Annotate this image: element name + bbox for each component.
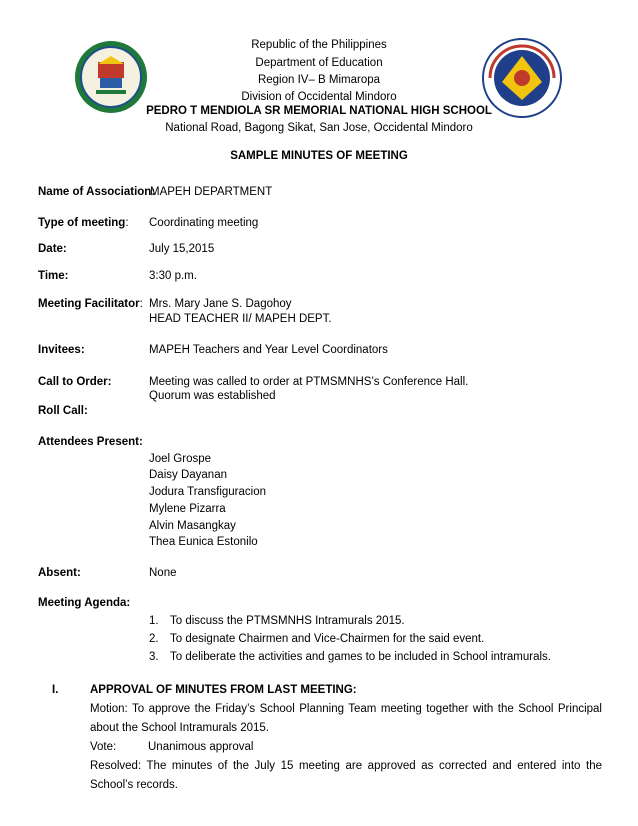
- header-school-name: PEDRO T MENDIOLA SR MEMORIAL NATIONAL HIGH SCHOOL: [146, 105, 492, 117]
- motion-paragraph: [90, 700, 602, 738]
- meeting-type-colon: :: [125, 217, 129, 229]
- meeting-type-value: Coordinating meeting: [149, 217, 259, 229]
- resolved-label: Resolved:: [90, 760, 142, 772]
- motion-label: Motion:: [90, 703, 128, 715]
- header-country: Republic of the Philippines: [251, 39, 387, 51]
- quorum-value: Quorum was established: [149, 390, 276, 402]
- resolved-text: The minutes of the July 15 meeting are approved as corrected and entered into the School’s records.: [90, 760, 602, 791]
- facilitator-value: Mrs. Mary Jane S. Dagohoy: [149, 298, 292, 310]
- agenda-label: Meeting Agenda:: [38, 597, 131, 609]
- resolved-paragraph: [90, 757, 602, 795]
- vote-label: Vote:: [90, 741, 117, 753]
- association-label: Name of Association:: [38, 186, 156, 198]
- agenda-item-number: 3.: [149, 651, 159, 663]
- call-to-order-label: Call to Order:: [38, 376, 112, 388]
- agenda-item-text: To discuss the PTMSMNHS Intramurals 2015.: [170, 615, 405, 627]
- facilitator-title: HEAD TEACHER II/ MAPEH DEPT.: [149, 313, 332, 325]
- document-title: SAMPLE MINUTES OF MEETING: [230, 150, 408, 162]
- facilitator-colon: :: [139, 298, 143, 310]
- meeting-type-label-text: Type of meeting: [38, 217, 126, 229]
- attendee-item: Daisy Dayanan: [149, 469, 227, 481]
- agenda-item-text: To deliberate the activities and games to be included in School intramurals.: [170, 651, 551, 663]
- attendee-item: Joel Grospe: [149, 453, 212, 465]
- date-value: July 15,2015: [149, 243, 215, 255]
- attendee-item: Alvin Masangkay: [149, 520, 236, 532]
- header-department: Department of Education: [255, 57, 383, 69]
- time-label: Time:: [38, 270, 69, 282]
- facilitator-label: [38, 298, 143, 310]
- time-value: 3:30 p.m.: [149, 270, 197, 282]
- facilitator-label-text: Meeting Facilitator: [38, 298, 140, 310]
- attendees-label: Attendees Present:: [38, 436, 143, 448]
- date-label: Date:: [38, 243, 67, 255]
- roll-call-label: Roll Call:: [38, 405, 88, 417]
- call-to-order-value: Meeting was called to order at PTMSMNHS’s Conference Hall.: [149, 376, 469, 388]
- meeting-type-label: [38, 217, 129, 229]
- header-region: Region IV– B Mimaropa: [257, 74, 381, 86]
- section-title: APPROVAL OF MINUTES FROM LAST MEETING:: [90, 684, 357, 696]
- vote-paragraph: [90, 738, 602, 757]
- agenda-item-number: 1.: [149, 615, 159, 627]
- invitees-value: MAPEH Teachers and Year Level Coordinators: [149, 344, 388, 356]
- vote-text: Unanimous approval: [148, 741, 254, 753]
- attendee-item: Thea Eunica Estonilo: [149, 536, 258, 548]
- attendee-item: Mylene Pizarra: [149, 503, 226, 515]
- header-division: Division of Occidental Mindoro: [241, 91, 397, 103]
- absent-label: Absent:: [38, 567, 81, 579]
- agenda-item-number: 2.: [149, 633, 159, 645]
- agenda-item-text: To designate Chairmen and Vice-Chairmen for the said event.: [170, 633, 485, 645]
- absent-value: None: [149, 567, 177, 579]
- association-value: MAPEH DEPARTMENT: [150, 186, 273, 198]
- header-address: National Road, Bagong Sikat, San Jose, Occidental Mindoro: [165, 122, 473, 134]
- invitees-label: Invitees:: [38, 344, 85, 356]
- section-number: I.: [52, 684, 59, 696]
- attendee-item: Jodura Transfiguracion: [149, 486, 266, 498]
- motion-text: To approve the Friday’s School Planning Team meeting together with the School Principal about the School Intramurals 2015.: [90, 703, 602, 734]
